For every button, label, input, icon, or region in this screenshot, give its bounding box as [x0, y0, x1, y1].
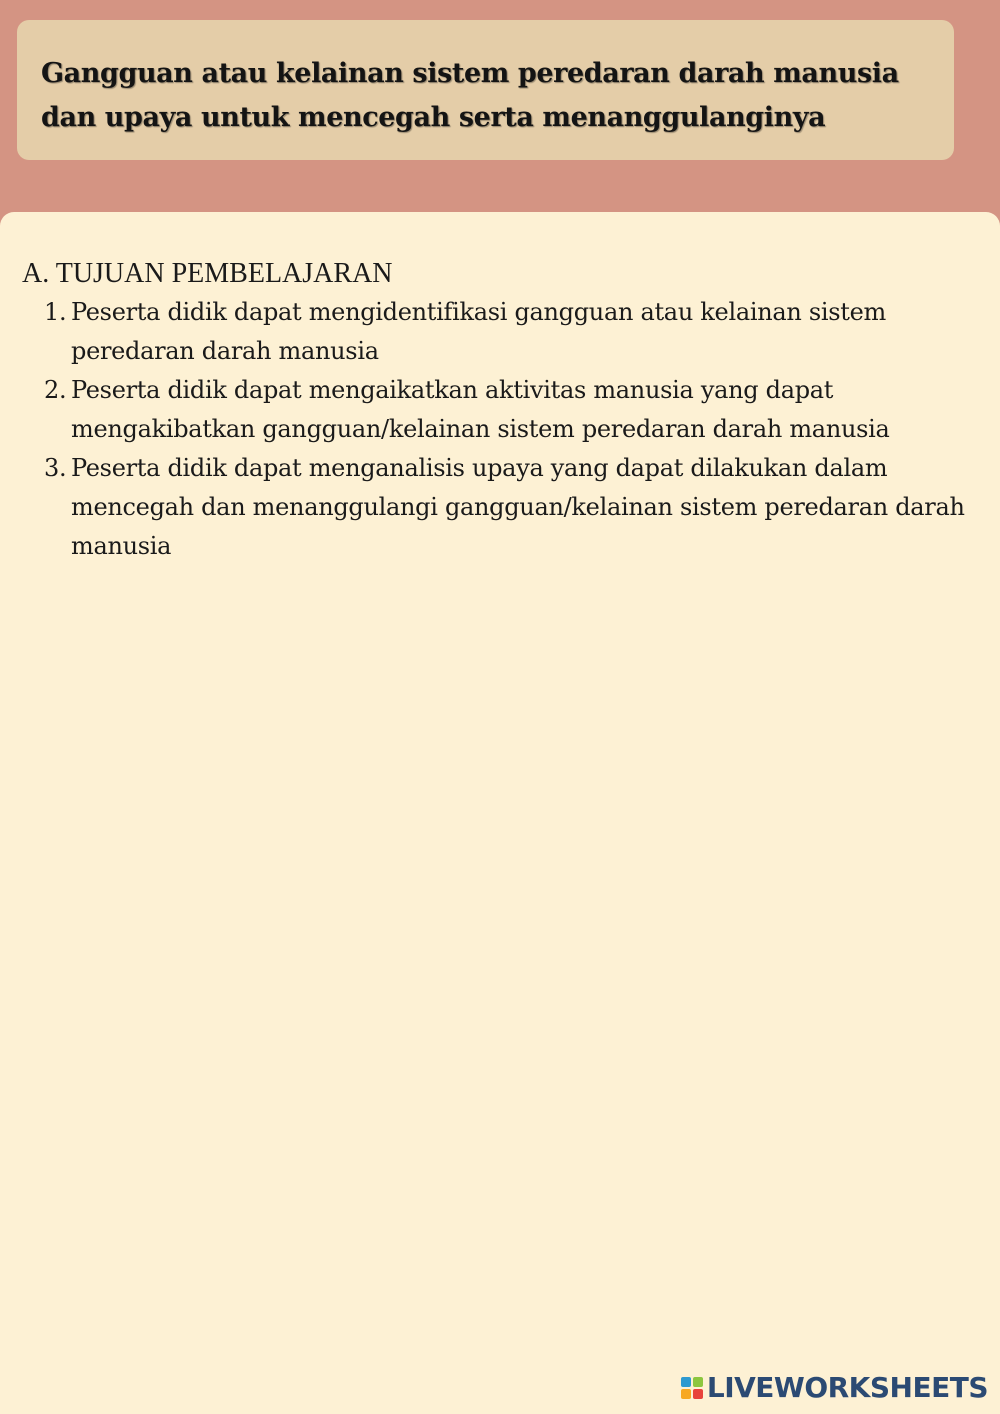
liveworksheets-logo-icon [681, 1377, 703, 1399]
objective-number: 1. [44, 298, 67, 326]
objective-item-2 [22, 371, 984, 449]
objective-text: Peserta didik dapat menganalisis upaya yang dapat dilakukan dalam mencegah dan menanggulangi gangguan/kelainan sistem peredaran darah manusia [71, 454, 965, 560]
page-title [41, 52, 930, 140]
liveworksheets-logo[interactable] [681, 1371, 988, 1404]
objective-number: 3. [44, 454, 67, 482]
logo-text: LIVEWORKSHEETS [706, 1371, 988, 1404]
objective-text: Peserta didik dapat mengidentifikasi gangguan atau kelainan sistem peredaran darah manusia [71, 298, 886, 365]
objective-list [22, 293, 1000, 566]
objective-number: 2. [44, 376, 67, 404]
objective-item-1 [22, 293, 984, 371]
title-line-2: dan upaya untuk mencegah serta menanggulanginya [41, 102, 826, 133]
title-line-1: Gangguan atau kelainan sistem peredaran darah manusia [41, 58, 899, 89]
section-heading: A. TUJUAN PEMBELAJARAN [22, 258, 393, 289]
objective-item-3 [22, 449, 984, 566]
title-card [17, 20, 954, 160]
content-panel [0, 212, 1000, 1414]
objective-text: Peserta didik dapat mengaikatkan aktivitas manusia yang dapat mengakibatkan gangguan/kelainan sistem peredaran darah manusia [71, 376, 890, 443]
